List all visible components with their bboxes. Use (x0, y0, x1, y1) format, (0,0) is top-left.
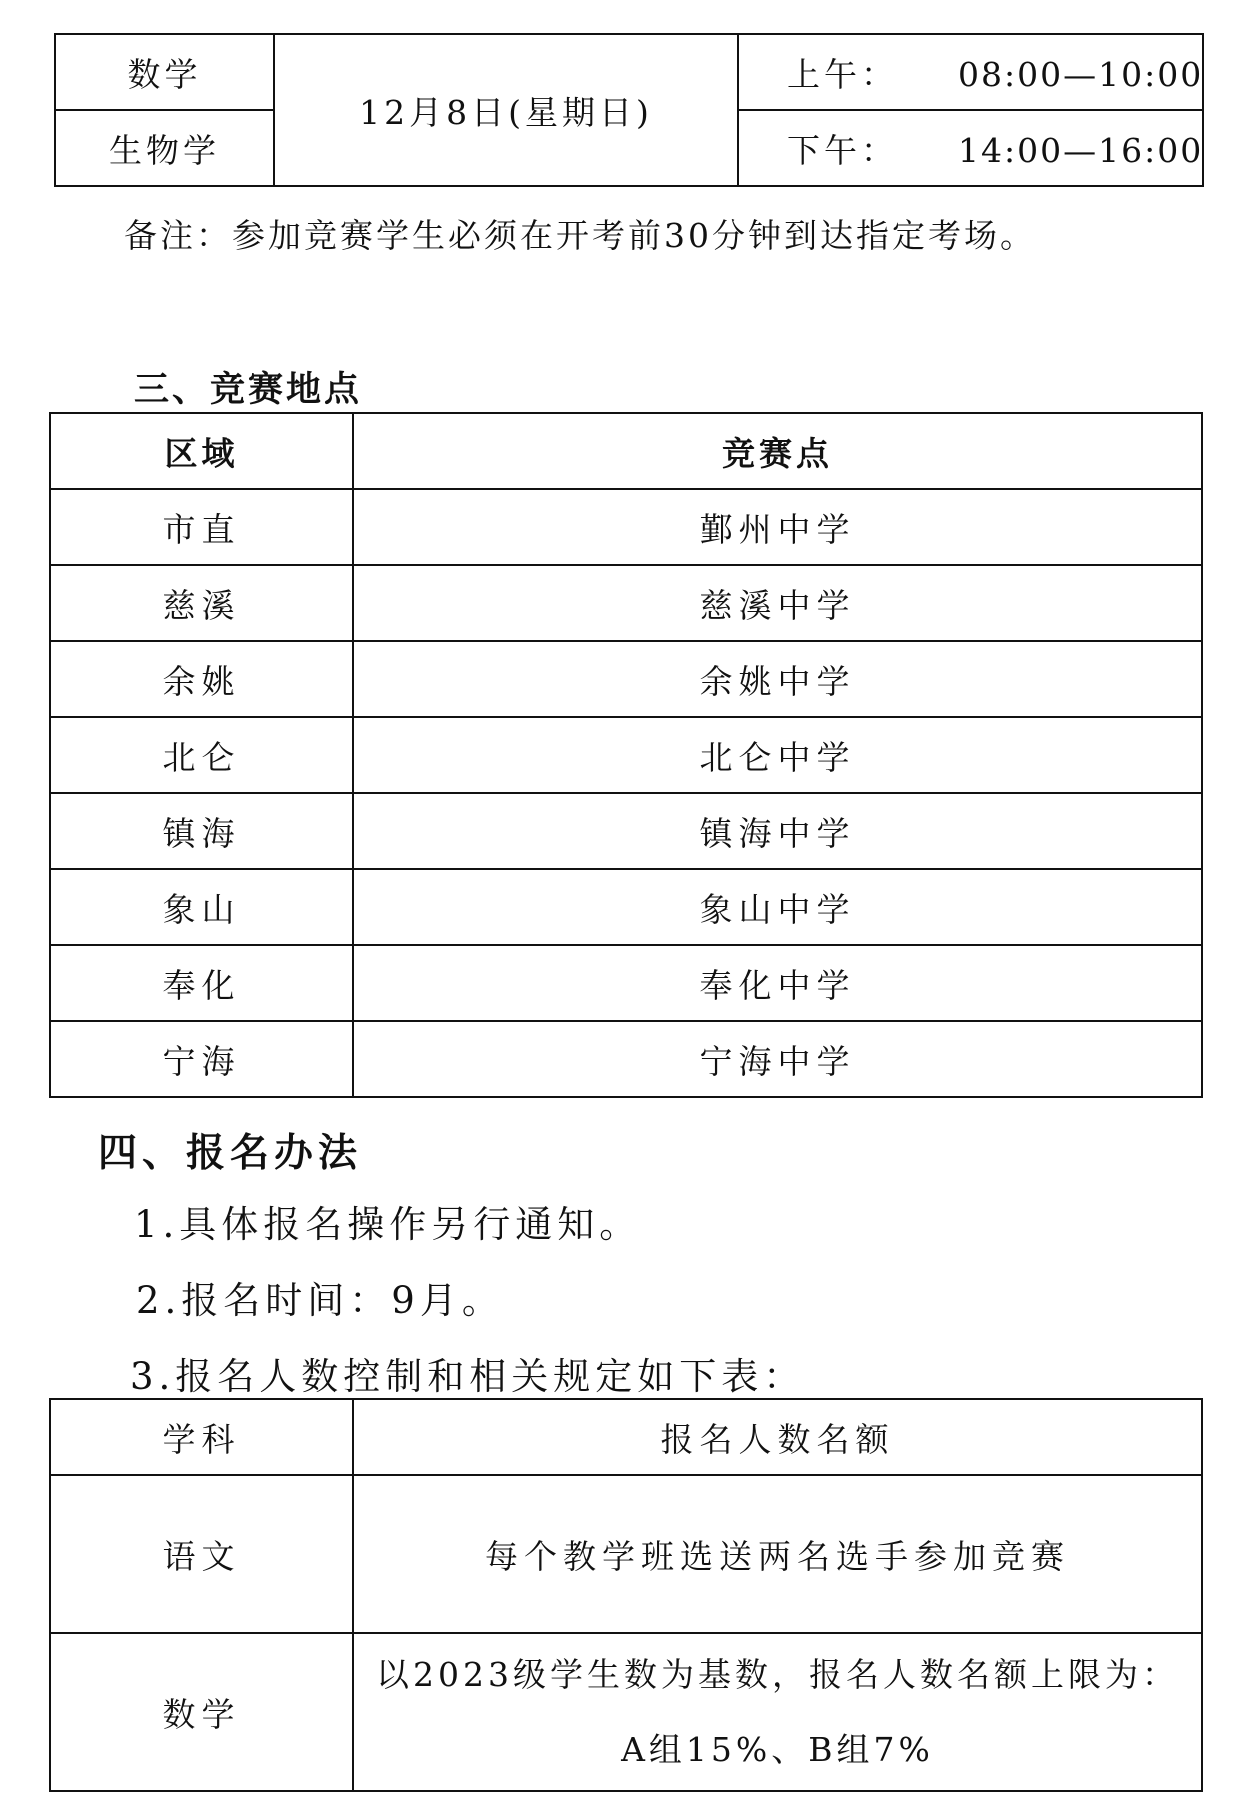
column-header: 学科 (50, 1399, 353, 1475)
region-cell: 慈溪 (50, 565, 353, 641)
table-row (50, 1021, 1202, 1097)
session-time: 08:00—10:00 (958, 54, 1204, 94)
section-3-title: 三、竞赛地点 (134, 369, 363, 410)
schedule-note: 备注：参加竞赛学生必须在开考前30分钟到达指定考场。 (124, 216, 1036, 255)
venue-table (49, 412, 1203, 1098)
venue-cell: 鄞州中学 (353, 489, 1202, 565)
region-cell: 北仑 (50, 717, 353, 793)
list-item: 3.报名人数控制和相关规定如下表： (130, 1355, 806, 1398)
venue-cell: 象山中学 (353, 869, 1202, 945)
afternoon-session-cell (738, 110, 1203, 186)
quota-cell (353, 1633, 1202, 1791)
table-row (50, 869, 1202, 945)
venue-cell: 北仑中学 (353, 717, 1202, 793)
region-cell: 象山 (50, 869, 353, 945)
column-header: 竞赛点 (353, 413, 1202, 489)
region-cell: 市直 (50, 489, 353, 565)
morning-session-cell (738, 34, 1203, 110)
exam-date-cell: 12月8日(星期日) (274, 34, 738, 186)
list-item: 1.具体报名操作另行通知。 (134, 1203, 642, 1246)
venue-cell: 奉化中学 (353, 945, 1202, 1021)
quota-text: 以2023级学生数为基数，报名人数名额上限为： (376, 1655, 1179, 1694)
quota-cell (353, 1475, 1202, 1633)
region-cell: 余姚 (50, 641, 353, 717)
quota-text: 每个教学班选送两名选手参加竞赛 (485, 1536, 1070, 1576)
column-header: 报名人数名额 (353, 1399, 1202, 1475)
table-row (50, 793, 1202, 869)
section-4-title: 四、报名办法 (98, 1130, 363, 1176)
session-label: 下午： (787, 130, 898, 170)
venue-cell: 慈溪中学 (353, 565, 1202, 641)
subject-cell: 生物学 (55, 110, 274, 186)
table-row (50, 717, 1202, 793)
column-header: 区域 (50, 413, 353, 489)
list-item: 2.报名时间：9月。 (136, 1279, 504, 1322)
session-label: 上午： (787, 54, 898, 94)
exam-schedule-table (54, 33, 1204, 187)
table-row (55, 34, 1203, 110)
venue-cell: 镇海中学 (353, 793, 1202, 869)
table-header-row (50, 1399, 1202, 1475)
table-row (50, 1475, 1202, 1633)
venue-cell: 宁海中学 (353, 1021, 1202, 1097)
table-row (50, 945, 1202, 1021)
session-time: 14:00—16:00 (958, 130, 1204, 170)
subject-cell: 语文 (50, 1475, 353, 1633)
quota-table (49, 1398, 1203, 1792)
table-row (50, 489, 1202, 565)
venue-cell: 余姚中学 (353, 641, 1202, 717)
table-row (50, 1633, 1202, 1791)
table-header-row (50, 413, 1202, 489)
region-cell: 奉化 (50, 945, 353, 1021)
subject-cell: 数学 (55, 34, 274, 110)
table-row (50, 641, 1202, 717)
table-row (50, 565, 1202, 641)
region-cell: 宁海 (50, 1021, 353, 1097)
quota-text: A组15%、B组7% (621, 1730, 934, 1769)
region-cell: 镇海 (50, 793, 353, 869)
subject-cell: 数学 (50, 1633, 353, 1791)
